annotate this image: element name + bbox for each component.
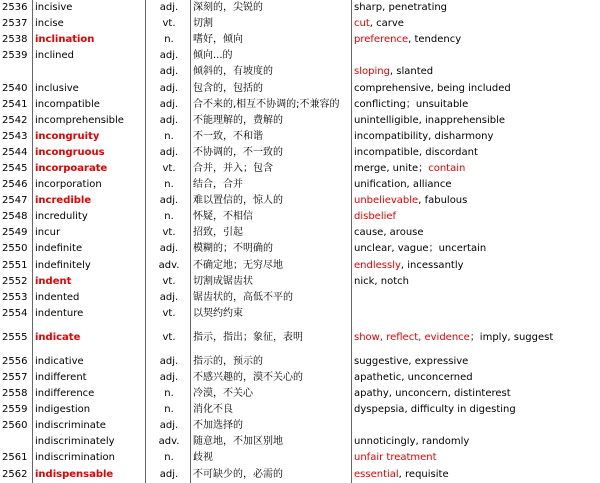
entry-synonyms (352, 193, 600, 209)
entry-part-of-speech: n. (146, 386, 191, 402)
entry-number: 2562 (0, 467, 33, 483)
entry-chinese-meaning: 冷漠，不关心 (191, 386, 352, 402)
synonym-text: incompatible, discordant (354, 146, 478, 158)
synonym-text: unfair treatment (354, 452, 437, 464)
synonym-text: apathetic, unconcerned (354, 372, 473, 384)
entry-number: 2550 (0, 241, 33, 257)
table-row (0, 209, 600, 225)
entry-word (33, 64, 146, 80)
entry-word: incorpoarate (33, 161, 146, 177)
entry-synonyms (352, 467, 600, 483)
entry-part-of-speech: adj. (146, 467, 191, 483)
table-row (0, 193, 600, 209)
entry-part-of-speech: adj. (146, 113, 191, 129)
entry-word: indent (33, 274, 146, 290)
entry-number: 2541 (0, 97, 33, 113)
entry-word: incongruity (33, 129, 146, 145)
table-row (0, 434, 600, 450)
entry-part-of-speech: adj. (146, 145, 191, 161)
entry-part-of-speech: adj. (146, 290, 191, 306)
entry-chinese-meaning: 模糊的；不明确的 (191, 241, 352, 257)
entry-word: incongruous (33, 145, 146, 161)
table-row (0, 386, 600, 402)
entry-synonyms (352, 80, 600, 96)
entry-word: indiscrimination (33, 450, 146, 466)
table-row (0, 145, 600, 161)
synonym-text: sharp, penetrating (354, 2, 448, 14)
entry-number: 2556 (0, 354, 33, 370)
entry-synonyms (352, 450, 600, 466)
entry-synonyms (352, 177, 600, 193)
table-row (0, 0, 600, 16)
entry-number: 2539 (0, 48, 33, 64)
entry-word: incompatible (33, 97, 146, 113)
table-row (0, 225, 600, 241)
synonym-text: incompatibility, disharmony (354, 130, 494, 142)
synonym-text: unnoticingly, randomly (354, 436, 470, 448)
entry-word: indefinitely (33, 258, 146, 274)
synonym-text: cause, arouse (354, 227, 424, 239)
entry-part-of-speech: vt. (146, 322, 191, 354)
entry-number: 2542 (0, 113, 33, 129)
entry-number: 2536 (0, 0, 33, 16)
entry-chinese-meaning: 倾向...的 (191, 48, 352, 64)
entry-synonyms (352, 161, 600, 177)
entry-number (0, 434, 33, 450)
entry-chinese-meaning: 歧视 (191, 450, 352, 466)
entry-number: 2537 (0, 16, 33, 32)
table-row (0, 113, 600, 129)
entry-synonyms (352, 97, 600, 113)
entry-word: indefinite (33, 241, 146, 257)
entry-part-of-speech: adv. (146, 434, 191, 450)
table-row (0, 97, 600, 113)
entry-chinese-meaning: 不加选择的 (191, 418, 352, 434)
entry-chinese-meaning: 包含的，包括的 (191, 80, 352, 96)
entry-synonyms (352, 48, 600, 64)
synonym-text: sloping (354, 66, 390, 78)
entry-number: 2538 (0, 32, 33, 48)
entry-number: 2543 (0, 129, 33, 145)
entry-number: 2546 (0, 177, 33, 193)
entry-word: indiscriminately (33, 434, 146, 450)
entry-synonyms (352, 418, 600, 434)
entry-synonyms (352, 145, 600, 161)
synonym-text: show, reflect, evidence (354, 331, 470, 343)
synonym-text: apathy, unconcern, distinterest (354, 388, 511, 400)
entry-chinese-meaning: 切割成锯齿状 (191, 274, 352, 290)
entry-chinese-meaning: 倾斜的，有坡度的 (191, 64, 352, 80)
entry-synonyms (352, 32, 600, 48)
entry-part-of-speech: vt. (146, 161, 191, 177)
table-row (0, 418, 600, 434)
table-row (0, 370, 600, 386)
synonym-text: essential (354, 468, 399, 480)
entry-chinese-meaning: 招致，引起 (191, 225, 352, 241)
synonym-text: contain (428, 162, 466, 174)
synonym-text: , carve (369, 18, 404, 30)
table-row (0, 354, 600, 370)
table-row (0, 161, 600, 177)
synonym-text: comprehensive, being included (354, 82, 511, 94)
table-row (0, 258, 600, 274)
table-row (0, 306, 600, 322)
entry-word: inclination (33, 32, 146, 48)
entry-word: indented (33, 290, 146, 306)
synonym-text: unclear, vague；uncertain (354, 243, 487, 255)
entry-word: incise (33, 16, 146, 32)
entry-chinese-meaning: 不一致，不和谐 (191, 129, 352, 145)
entry-chinese-meaning: 不确定地；无穷尽地 (191, 258, 352, 274)
entry-number: 2559 (0, 402, 33, 418)
entry-synonyms (352, 258, 600, 274)
synonym-text: unbelievable (354, 195, 419, 207)
entry-number: 2555 (0, 322, 33, 354)
entry-word: indenture (33, 306, 146, 322)
entry-number: 2561 (0, 450, 33, 466)
entry-chinese-meaning: 难以置信的，惊人的 (191, 193, 352, 209)
entry-number: 2540 (0, 80, 33, 96)
entry-part-of-speech: adj. (146, 241, 191, 257)
entry-synonyms (352, 322, 600, 354)
synonym-text: disbelief (354, 211, 397, 223)
entry-synonyms (352, 16, 600, 32)
synonym-text: cut (354, 18, 370, 30)
table-row (0, 177, 600, 193)
entry-synonyms (352, 129, 600, 145)
synonym-text: , slanted (389, 66, 434, 78)
entry-number: 2557 (0, 370, 33, 386)
synonym-text: , fabulous (418, 195, 468, 207)
synonym-text: , incessantly (400, 259, 464, 271)
entry-word: incorporation (33, 177, 146, 193)
entry-part-of-speech: vt. (146, 225, 191, 241)
entry-word: indifference (33, 386, 146, 402)
synonym-text: preference (354, 34, 409, 46)
entry-synonyms (352, 209, 600, 225)
table-row (0, 402, 600, 418)
entry-number: 2560 (0, 418, 33, 434)
entry-word: indigestion (33, 402, 146, 418)
synonym-text: unification, alliance (354, 179, 452, 191)
entry-word: indifferent (33, 370, 146, 386)
table-row (0, 80, 600, 96)
entry-word: inclusive (33, 80, 146, 96)
entry-chinese-meaning: 合并，并入；包含 (191, 161, 352, 177)
entry-synonyms (352, 354, 600, 370)
entry-word: indicate (33, 322, 146, 354)
table-row (0, 129, 600, 145)
synonym-text: conflicting；unsuitable (354, 98, 469, 110)
table-row (0, 274, 600, 290)
entry-word: incisive (33, 0, 146, 16)
entry-synonyms (352, 290, 600, 306)
synonym-text: , tendency (408, 34, 462, 46)
entry-synonyms (352, 0, 600, 16)
entry-synonyms (352, 370, 600, 386)
synonym-text: merge, unite； (354, 162, 429, 174)
entry-part-of-speech: vt. (146, 274, 191, 290)
entry-word: incomprehensible (33, 113, 146, 129)
synonym-text: endlessly (354, 259, 401, 271)
entry-number: 2548 (0, 209, 33, 225)
entry-part-of-speech: adj. (146, 418, 191, 434)
entry-part-of-speech: adj. (146, 0, 191, 16)
entry-part-of-speech: adv. (146, 258, 191, 274)
entry-number: 2558 (0, 386, 33, 402)
entry-part-of-speech: adj. (146, 354, 191, 370)
entry-chinese-meaning: 深刻的，尖锐的 (191, 0, 352, 16)
entry-chinese-meaning: 合不来的,相互不协调的;不兼容的 (191, 97, 352, 113)
table-row (0, 467, 600, 483)
entry-part-of-speech: adj. (146, 48, 191, 64)
table-row (0, 241, 600, 257)
entry-number (0, 64, 33, 80)
entry-number: 2547 (0, 193, 33, 209)
table-row (0, 16, 600, 32)
table-row (0, 32, 600, 48)
entry-number: 2551 (0, 258, 33, 274)
entry-part-of-speech: n. (146, 209, 191, 225)
entry-synonyms (352, 64, 600, 80)
entry-part-of-speech: n. (146, 129, 191, 145)
entry-chinese-meaning: 不协调的，不一致的 (191, 145, 352, 161)
entry-chinese-meaning: 以契约约束 (191, 306, 352, 322)
entry-part-of-speech: vt. (146, 306, 191, 322)
entry-synonyms (352, 402, 600, 418)
entry-number: 2549 (0, 225, 33, 241)
synonym-text: ；imply, suggest (469, 331, 554, 343)
entry-word: indispensable (33, 467, 146, 483)
entry-word: indiscriminate (33, 418, 146, 434)
entry-synonyms (352, 434, 600, 450)
entry-part-of-speech: adj. (146, 193, 191, 209)
synonym-text: dyspepsia, difficulty in digesting (354, 404, 516, 416)
entry-number: 2545 (0, 161, 33, 177)
synonym-text: suggestive, expressive (354, 355, 469, 367)
table-row (0, 290, 600, 306)
entry-word: indicative (33, 354, 146, 370)
synonym-text: , requisite (398, 468, 449, 480)
entry-number: 2544 (0, 145, 33, 161)
table-row (0, 450, 600, 466)
entry-part-of-speech: vt. (146, 16, 191, 32)
entry-chinese-meaning: 锯齿状的，高低不平的 (191, 290, 352, 306)
entry-chinese-meaning: 不感兴趣的，漠不关心的 (191, 370, 352, 386)
entry-chinese-meaning: 指示，指出；象征，表明 (191, 322, 352, 354)
entry-number: 2552 (0, 274, 33, 290)
entry-part-of-speech: adj. (146, 97, 191, 113)
entry-word: incredulity (33, 209, 146, 225)
entry-chinese-meaning: 指示的，预示的 (191, 354, 352, 370)
entry-word: incredible (33, 193, 146, 209)
entry-number: 2553 (0, 290, 33, 306)
entry-part-of-speech: adj. (146, 370, 191, 386)
entry-chinese-meaning: 嗜好，倾向 (191, 32, 352, 48)
table-row (0, 322, 600, 354)
entry-part-of-speech: n. (146, 32, 191, 48)
entry-part-of-speech: adj. (146, 80, 191, 96)
entry-chinese-meaning: 消化不良 (191, 402, 352, 418)
entry-chinese-meaning: 不能理解的，费解的 (191, 113, 352, 129)
entry-part-of-speech: n. (146, 402, 191, 418)
table-row (0, 64, 600, 80)
entry-synonyms (352, 241, 600, 257)
synonym-text: nick, notch (354, 275, 409, 287)
entry-chinese-meaning: 切割 (191, 16, 352, 32)
entry-synonyms (352, 113, 600, 129)
entry-chinese-meaning: 不可缺少的，必需的 (191, 467, 352, 483)
entry-chinese-meaning: 怀疑，不相信 (191, 209, 352, 225)
table-row (0, 48, 600, 64)
entry-synonyms (352, 306, 600, 322)
entry-word: inclined (33, 48, 146, 64)
entry-part-of-speech: adj. (146, 64, 191, 80)
entry-synonyms (352, 225, 600, 241)
entry-word: incur (33, 225, 146, 241)
entry-chinese-meaning: 随意地，不加区别地 (191, 434, 352, 450)
entry-part-of-speech: n. (146, 177, 191, 193)
entry-chinese-meaning: 结合，合并 (191, 177, 352, 193)
entry-part-of-speech: n. (146, 450, 191, 466)
synonym-text: unintelligible, inapprehensible (354, 114, 506, 126)
entry-number: 2554 (0, 306, 33, 322)
entry-synonyms (352, 274, 600, 290)
entry-synonyms (352, 386, 600, 402)
